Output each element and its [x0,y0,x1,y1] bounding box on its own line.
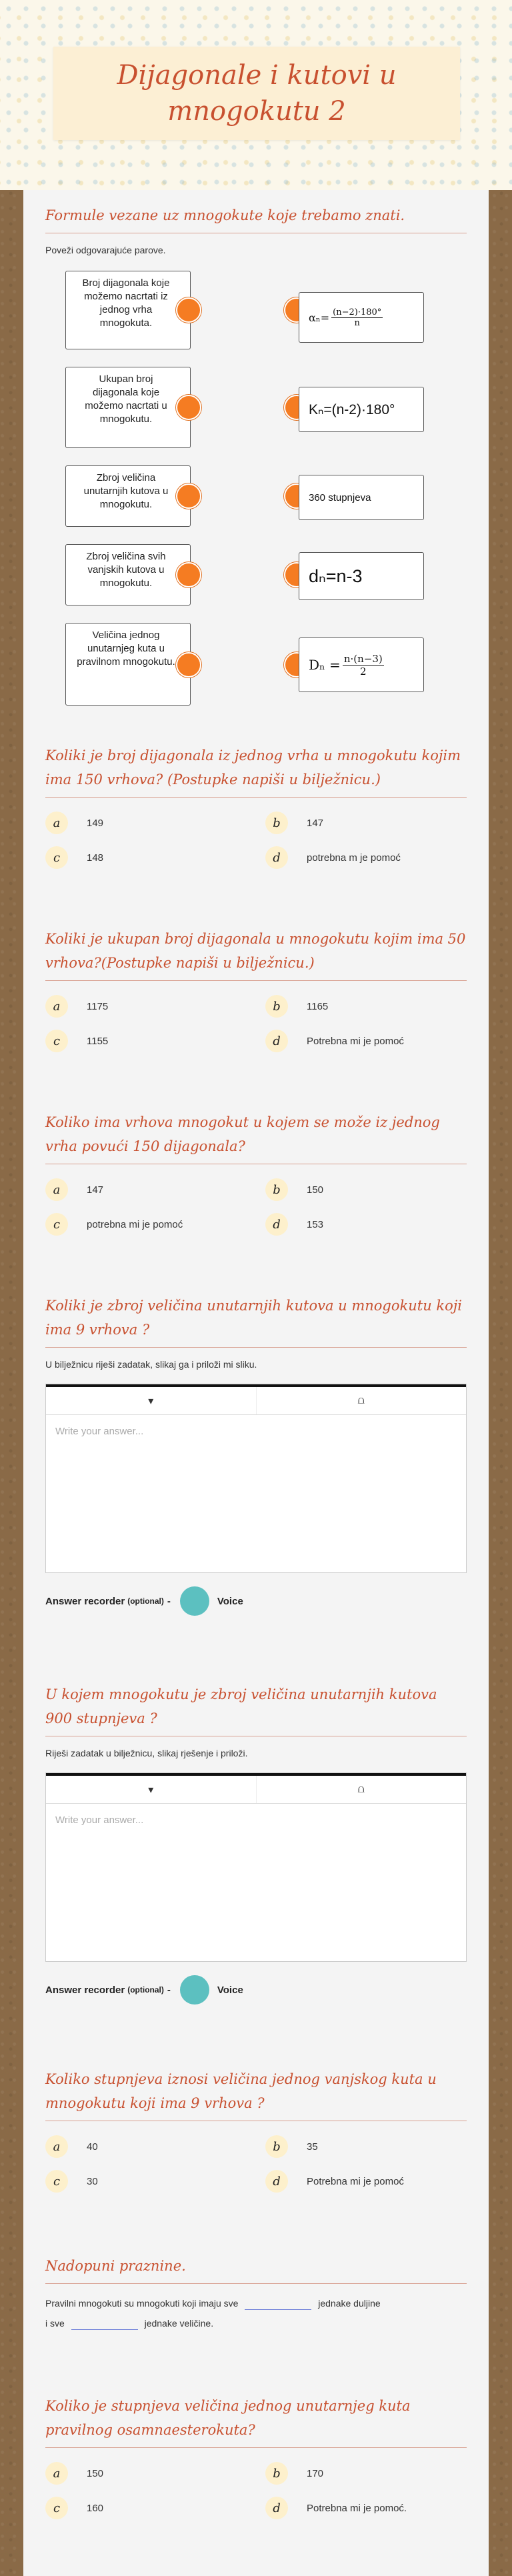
option-text: 1165 [307,1000,329,1012]
title-card [53,47,460,140]
option-a[interactable] [45,810,245,836]
match-left-1-connector[interactable] [176,297,201,323]
answer-box [45,1772,467,1962]
option-b[interactable] [265,993,465,1020]
option-c[interactable] [45,1211,245,1238]
option-letter: d [265,1213,288,1236]
question-2 [45,927,467,1060]
option-text: potrebna mi je pomoć [87,1218,183,1230]
question-4 [45,1294,467,1616]
question-2-options [45,993,467,1060]
recorder-dash: - [167,1984,171,1996]
option-letter: b [265,812,288,834]
option-letter: a [45,2135,68,2158]
fill-text-3: i sve [45,2318,65,2329]
formula-d-fraction [343,653,384,678]
option-letter: d [265,846,288,869]
match-left-4[interactable]: Zbroj veličina svih vanjskih kutova u mnogokutu. [65,544,191,605]
question-4-instruction: U bilježnicu riješi zadatak, slikaj ga i priloži mi sliku. [45,1359,257,1370]
match-right-3[interactable]: 360 stupnjeva [299,475,424,520]
option-text: 160 [87,2502,104,2514]
voice-record-button[interactable] [180,1586,209,1616]
insert-image-icon[interactable]: ⩍ [256,1776,467,1803]
option-text: 170 [307,2467,324,2479]
voice-record-button[interactable] [180,1975,209,2005]
option-d[interactable] [265,1211,465,1238]
question-7-heading: Nadopuni praznine. [45,2254,467,2284]
question-6-heading: Koliko stupnjeva iznosi veličina jednog vanjskog kuta u mnogokutu koji ima 9 vrhova ? [45,2067,467,2121]
formula-alpha-denominator: n [354,317,360,328]
formula-alpha-lhs: αₙ= [309,311,330,324]
voice-label: Voice [217,1984,243,1996]
option-letter: c [45,2497,68,2519]
question-1 [45,744,467,876]
question-5-heading: U kojem mnogokutu je zbroj veličina unutarnjih kutova 900 stupnjeva ? [45,1682,467,1736]
option-c[interactable] [45,844,245,871]
option-d[interactable] [265,844,465,871]
option-letter: d [265,1030,288,1052]
question-8 [45,2394,467,2527]
option-text: 30 [87,2175,98,2187]
option-b[interactable] [265,2460,465,2487]
option-c[interactable] [45,2168,245,2195]
option-text: Potrebna mi je pomoć. [307,2502,407,2514]
option-letter: c [45,1213,68,1236]
option-text: 150 [87,2467,104,2479]
question-3-heading: Koliko ima vrhova mnogokut u kojem se može iz jednog vrha povući 150 dijagonala? [45,1110,467,1164]
question-2-heading: Koliki je ukupan broj dijagonala u mnogokutu kojim ima 50 vrhova?(Postupke napiši u bilježnicu.) [45,927,467,981]
insert-image-icon[interactable]: ⩍ [256,1387,467,1414]
option-d[interactable] [265,1028,465,1054]
match-right-2[interactable]: Kₙ=(n-2)·180° [299,387,424,432]
option-d[interactable] [265,2495,465,2521]
answer-toolbar [46,1384,466,1415]
option-letter: c [45,1030,68,1052]
format-dropdown-icon[interactable]: ▾ [148,1395,154,1407]
option-text: Potrebna mi je pomoć [307,1035,404,1047]
question-8-options [45,2460,467,2527]
option-letter: d [265,2170,288,2193]
question-5-instruction: Riješi zadatak u bilježnicu, slikaj rješenje i priloži. [45,1748,248,1758]
match-left-3[interactable]: Zbroj veličina unutarnjih kutova u mnogokutu. [65,465,191,527]
option-letter: b [265,1178,288,1201]
option-text: 1155 [87,1035,109,1047]
formula-d-denominator: 2 [359,665,367,678]
option-c[interactable] [45,2495,245,2521]
question-5 [45,1682,467,2005]
question-3 [45,1110,467,1243]
question-6-options [45,2133,467,2200]
option-letter: a [45,812,68,834]
question-1-heading: Koliki je broj dijagonala iz jednog vrha u mnogokutu kojim ima 150 vrhova? (Postupke napiši u bilježnicu.) [45,744,467,798]
answer-box [45,1384,467,1573]
match-right-1[interactable] [299,292,424,343]
option-b[interactable] [265,810,465,836]
option-a[interactable] [45,2133,245,2160]
option-letter: a [45,1178,68,1201]
match-left-4-connector[interactable] [176,562,201,587]
option-text: 40 [87,2141,98,2153]
option-text: 147 [87,1184,104,1196]
option-text: potrebna m je pomoć [307,852,401,864]
option-text: 149 [87,817,104,829]
answer-recorder [45,1586,467,1616]
matching-heading: Formule vezane uz mnogokute koje trebamo znati. [45,203,467,233]
option-text: 148 [87,852,104,864]
option-text: Potrebna mi je pomoć [307,2175,404,2187]
recorder-optional: (optional) [127,1985,164,1995]
formula-d-lhs: Dₙ = [309,657,341,673]
recorder-label: Answer recorder [45,1984,125,1996]
option-letter: d [265,2497,288,2519]
match-left-2[interactable]: Ukupan broj dijagonala koje možemo nacrtati u mnogokutu. [65,367,191,448]
answer-recorder [45,1975,467,2005]
match-left-2-connector[interactable] [176,395,201,420]
formula-alpha-fraction [331,307,383,328]
matching-board [45,264,467,691]
question-3-options [45,1176,467,1243]
option-text: 35 [307,2141,318,2153]
match-left-5-connector[interactable] [176,652,201,678]
option-letter: b [265,995,288,1018]
option-text: 153 [307,1218,324,1230]
option-b[interactable] [265,2133,465,2160]
matching-instruction: Poveži odgovarajuće parove. [45,245,166,255]
option-c[interactable] [45,1028,245,1054]
option-letter: a [45,995,68,1018]
match-right-5[interactable] [299,637,424,692]
voice-label: Voice [217,1595,243,1607]
question-4-heading: Koliki je zbroj veličina unutarnjih kutova u mnogokutu koji ima 9 vrhova ? [45,1294,467,1348]
page-title: Dijagonale i kutovi u mnogokutu 2 [117,60,397,127]
match-left-5[interactable]: Veličina jednog unutarnjeg kuta u pravilnom mnogokutu. [65,623,191,706]
question-7 [45,2254,467,2333]
fill-text-2: jednake duljine [318,2298,381,2309]
match-right-4[interactable]: dₙ=n-3 [299,552,424,600]
match-left-1[interactable]: Broj dijagonala koje možemo nacrtati iz jednog vrha mnogokuta. [65,271,191,349]
match-left-3-connector[interactable] [176,483,201,509]
option-a[interactable] [45,993,245,1020]
recorder-optional: (optional) [127,1596,164,1606]
option-letter: a [45,2462,68,2485]
recorder-label: Answer recorder [45,1595,125,1607]
option-text: 1175 [87,1000,109,1012]
question-1-options [45,810,467,876]
fill-in-text [45,2293,467,2333]
recorder-dash: - [167,1595,171,1607]
option-text: 147 [307,817,324,829]
question-6 [45,2067,467,2200]
blank-input-1[interactable] [245,2298,311,2310]
matching-section [45,203,467,691]
fill-text-4: jednake veličine. [144,2318,214,2329]
option-b[interactable] [265,1176,465,1203]
option-letter: c [45,846,68,869]
answer-textarea[interactable]: Write your answer... [55,1814,144,1826]
option-letter: b [265,2462,288,2485]
option-d[interactable] [265,2168,465,2195]
option-letter: c [45,2170,68,2193]
option-letter: b [265,2135,288,2158]
fill-text-1: Pravilni mnogokuti su mnogokuti koji imaju sve [45,2298,239,2309]
formula-d-numerator: n·(n−3) [343,652,383,665]
option-text: 150 [307,1184,324,1196]
blank-input-2[interactable] [71,2318,138,2330]
option-a[interactable] [45,1176,245,1203]
answer-textarea[interactable]: Write your answer... [55,1426,144,1437]
question-8-heading: Koliko je stupnjeva veličina jednog unutarnjeg kuta pravilnog osamnaesterokuta? [45,2394,467,2448]
worksheet [23,190,489,2576]
option-a[interactable] [45,2460,245,2487]
formula-alpha-numerator: (n−2)·180° [333,307,382,317]
answer-toolbar [46,1773,466,1804]
format-dropdown-icon[interactable]: ▾ [148,1784,154,1796]
